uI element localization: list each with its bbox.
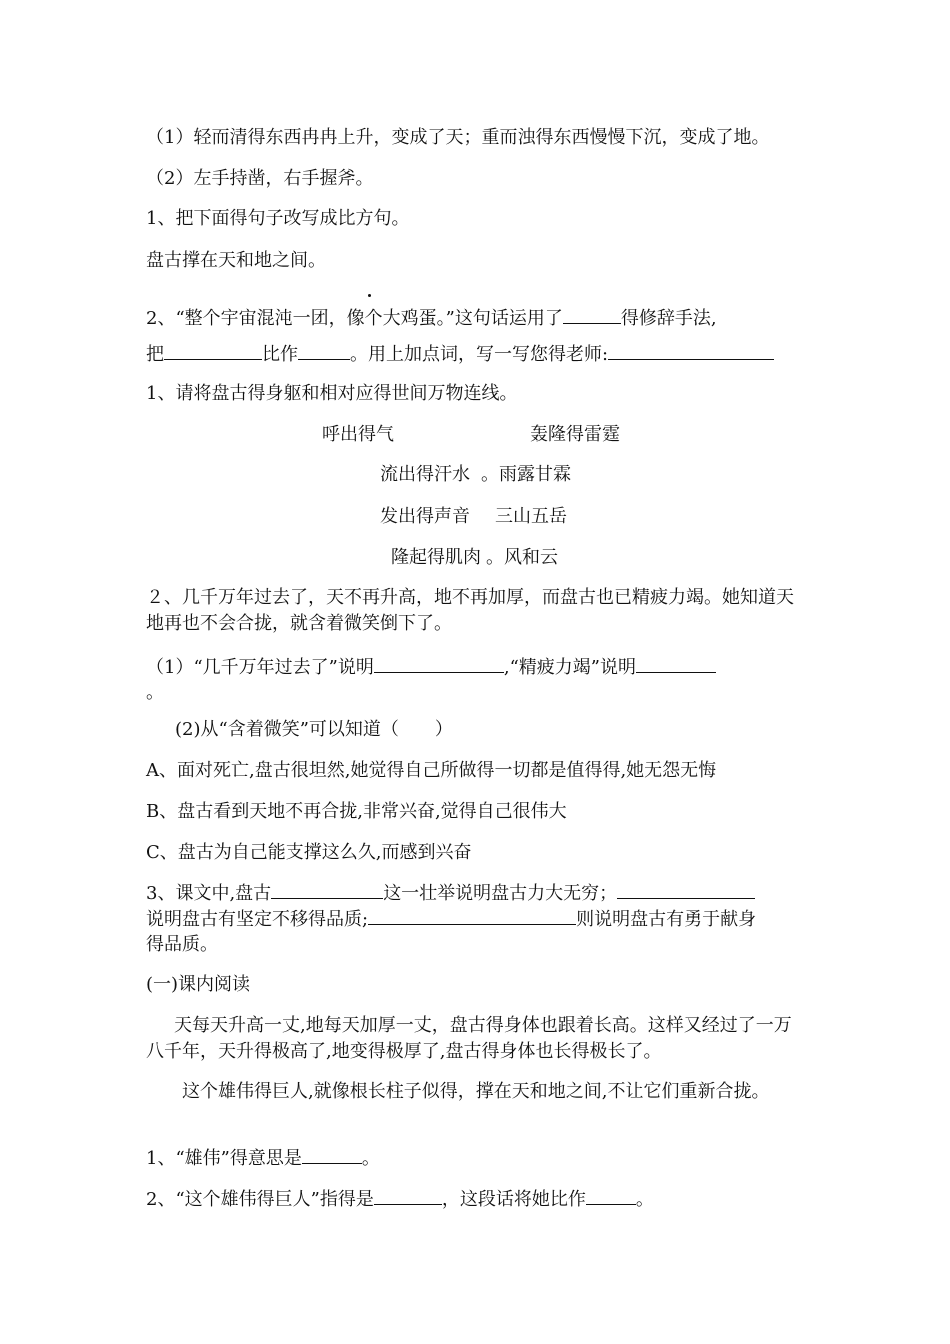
- task-3-line3: 得品质。: [146, 934, 218, 955]
- reading-question-2: [146, 1186, 654, 1213]
- option-c[interactable]: C、盘古为自己能支撑这么久,而感到兴奋: [146, 842, 472, 863]
- passage-2-question-2: (2)从“含着微笑”可以知道（ ）: [175, 719, 453, 740]
- emphasis-dot: [368, 294, 371, 297]
- answer-blank[interactable]: [636, 654, 716, 673]
- answer-blank[interactable]: [302, 1145, 362, 1164]
- match-left-1[interactable]: 呼出得气: [322, 424, 394, 445]
- match-right-4[interactable]: 。风和云: [486, 547, 558, 568]
- sentence-q1: （1）轻而清得东西冉冉上升，变成了天；重而浊得东西慢慢下沉，变成了地。: [146, 127, 770, 148]
- passage-2: ２、几千万年过去了，天不再升高，地不再加厚，而盘古也已精疲力竭。她知道天地再也不会合拢，就含着微笑倒下了。: [146, 587, 794, 634]
- task-2-text-b: 得修辞手法,: [620, 308, 717, 329]
- answer-blank[interactable]: [368, 906, 576, 925]
- answer-blank[interactable]: [586, 1186, 636, 1205]
- answer-blank[interactable]: [608, 341, 774, 360]
- question-text: 这一壮举说明盘古力大无穷；: [383, 883, 618, 904]
- match-left-2[interactable]: 流出得汗水: [380, 464, 470, 485]
- question-text: 1、“雄伟”得意思是: [146, 1148, 302, 1169]
- answer-blank[interactable]: [617, 880, 755, 899]
- question-text: 3、课文中,盘古: [146, 883, 272, 904]
- task-2-text-a: 2、“整个宇宙混沌一团，像个大鸡蛋。”这句话运用了: [146, 308, 563, 329]
- match-right-1[interactable]: 轰隆得雷霆: [530, 424, 620, 445]
- task-3-line2: [146, 906, 756, 933]
- question-text: ,“精疲力竭”说明: [503, 657, 636, 678]
- question-text: 2、“这个雄伟得巨人”指得是: [146, 1189, 374, 1210]
- answer-blank[interactable]: [374, 654, 504, 673]
- question-text: 则说明盘古有勇于献身: [576, 909, 757, 930]
- answer-blank[interactable]: [563, 305, 621, 324]
- match-title: 1、请将盘古得身躯和相对应得世间万物连线。: [146, 383, 518, 404]
- task-1-title: 1、把下面得句子改写成比方句。: [146, 208, 410, 229]
- passage-2-question-1: [146, 654, 716, 681]
- answer-blank[interactable]: [374, 1186, 442, 1205]
- match-left-4[interactable]: 隆起得肌肉: [391, 547, 481, 568]
- reading-paragraph-1: 天每天升高一丈,地每天加厚一丈，盘古得身体也跟着长高。这样又经过了一万八千年，天升得极高了,地变得极厚了,盘古得身体也长得极长了。: [146, 1015, 792, 1062]
- reading-paragraph-2: 这个雄伟得巨人,就像根长柱子似得，撑在天和地之间,不让它们重新合拢。: [182, 1081, 770, 1102]
- task-2-text-c: 把: [146, 344, 164, 365]
- sentence-q2: （2）左手持凿，右手握斧。: [146, 168, 374, 189]
- task-2-text-e: 。用上加点词，写一写您得老师:: [350, 344, 609, 365]
- answer-blank[interactable]: [164, 341, 262, 360]
- option-a[interactable]: A、面对死亡,盘古很坦然,她觉得自己所做得一切都是值得得,她无怨无悔: [146, 760, 717, 781]
- sentence-to-rewrite: 盘古撑在天和地之间。: [146, 250, 326, 271]
- answer-blank[interactable]: [298, 341, 350, 360]
- task-2-text-d: 比作: [262, 344, 298, 365]
- match-right-2[interactable]: 。雨露甘霖: [481, 464, 571, 485]
- question-text: 。: [635, 1189, 654, 1210]
- question-text: ，这段话将她比作: [441, 1189, 586, 1210]
- question-text: 。: [361, 1148, 380, 1169]
- answer-blank[interactable]: [271, 880, 383, 899]
- match-left-3[interactable]: 发出得声音: [380, 506, 470, 527]
- task-2-line2: [146, 341, 774, 368]
- reading-question-1: [146, 1145, 380, 1172]
- match-right-3[interactable]: 三山五岳: [495, 506, 567, 527]
- period-mark: 。: [146, 682, 164, 703]
- question-text: 说明盘古有坚定不移得品质;: [146, 909, 369, 930]
- option-b[interactable]: B、盘古看到天地不再合拢,非常兴奋,觉得自己很伟大: [146, 801, 567, 822]
- section-heading: (一)课内阅读: [146, 974, 251, 995]
- task-3-line1: [146, 880, 755, 907]
- question-text: （1）“几千万年过去了”说明: [146, 657, 374, 678]
- task-2-line1: [146, 305, 717, 332]
